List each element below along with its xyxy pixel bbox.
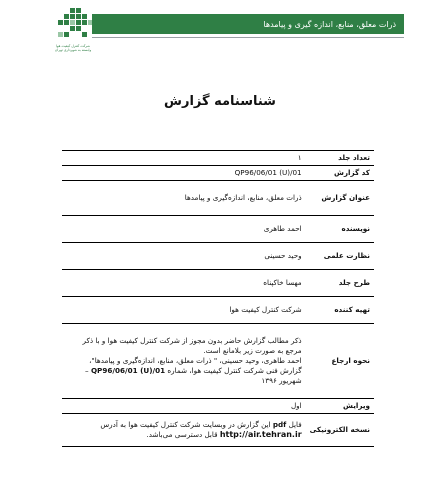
row-value: وحید حسینی <box>62 243 306 270</box>
citation-report-code: QP96/06/01 (U)/01 <box>90 366 166 375</box>
table-row-supervision <box>62 243 374 270</box>
electronic-line-1 <box>66 420 302 430</box>
website-link[interactable]: http://air.tehran.ir <box>219 430 302 439</box>
row-value: اول <box>62 399 306 414</box>
electronic-text-2: این گزارش در وبسایت شرکت کنترل کیفیت هوا به آدرس <box>100 420 271 429</box>
citation-reference-text: احمد طاهری، وحید حسینی، " ذرات معلق، منابع، اندازه‌گیری و پیامدها"، گزارش فنی شرکت کنترل کیفیت هوا، شماره <box>89 356 302 375</box>
row-label: تعداد جلد <box>306 151 374 166</box>
logo-caption: شرکت کنترل کیفیت هوا وابسته به شهرداری تهران <box>54 44 92 52</box>
electronic-line-2 <box>66 430 302 440</box>
row-value <box>62 166 306 181</box>
table-row-report-title <box>62 181 374 216</box>
row-label: کد گزارش <box>306 166 374 181</box>
table-row-author <box>62 216 374 243</box>
report-info-table <box>62 150 374 447</box>
table-row-volumes <box>62 151 374 166</box>
row-value: شرکت کنترل کیفیت هوا <box>62 297 306 324</box>
table-row-citation <box>62 324 374 399</box>
row-value: ذرات معلق، منابع، اندازه‌گیری و پیامدها <box>62 181 306 216</box>
citation-reference <box>66 356 302 386</box>
row-label: تهیه کننده <box>306 297 374 324</box>
row-value: ۱ <box>62 151 306 166</box>
row-label: نظارت علمی <box>306 243 374 270</box>
header-banner <box>92 14 404 34</box>
table-row-electronic <box>62 414 374 447</box>
table-row-prepared-by <box>62 297 374 324</box>
row-label: نحوه ارجاع <box>306 324 374 399</box>
table-row-edition <box>62 399 374 414</box>
row-label: عنوان گزارش <box>306 181 374 216</box>
row-label: نویسنده <box>306 216 374 243</box>
row-value <box>62 414 306 447</box>
page-title: شناسنامه گزارش <box>164 94 276 109</box>
table-row-cover <box>62 270 374 297</box>
row-value: احمد طاهری <box>62 216 306 243</box>
company-logo <box>48 6 98 64</box>
row-value <box>62 324 306 399</box>
electronic-text: فایل <box>288 420 302 429</box>
header-banner-text: ذرات معلق، منابع، اندازه گیری و پیامدها <box>263 19 396 29</box>
row-label: نسخه الکترونیکی <box>306 414 374 447</box>
electronic-text-3: قابل دسترسی می‌باشد. <box>146 430 218 439</box>
logo-mark-icon <box>48 6 98 46</box>
header-divider <box>92 37 404 38</box>
row-label: طرح جلد <box>306 270 374 297</box>
row-label: ویرایش <box>306 399 374 414</box>
row-value: مهسا خاکپناه <box>62 270 306 297</box>
citation-permission: ذکر مطالب گزارش حاضر بدون مجوز از شرکت کنترل کیفیت هوا و با ذکر مرجع به صورت زیر بلامانع است. <box>82 336 302 355</box>
citation-date: – شهریور ۱۳۹۶ <box>85 366 302 385</box>
report-code: QP96/06/01 (U)/01 <box>234 168 302 177</box>
table-row-code <box>62 166 374 181</box>
pdf-label: pdf <box>272 420 287 429</box>
